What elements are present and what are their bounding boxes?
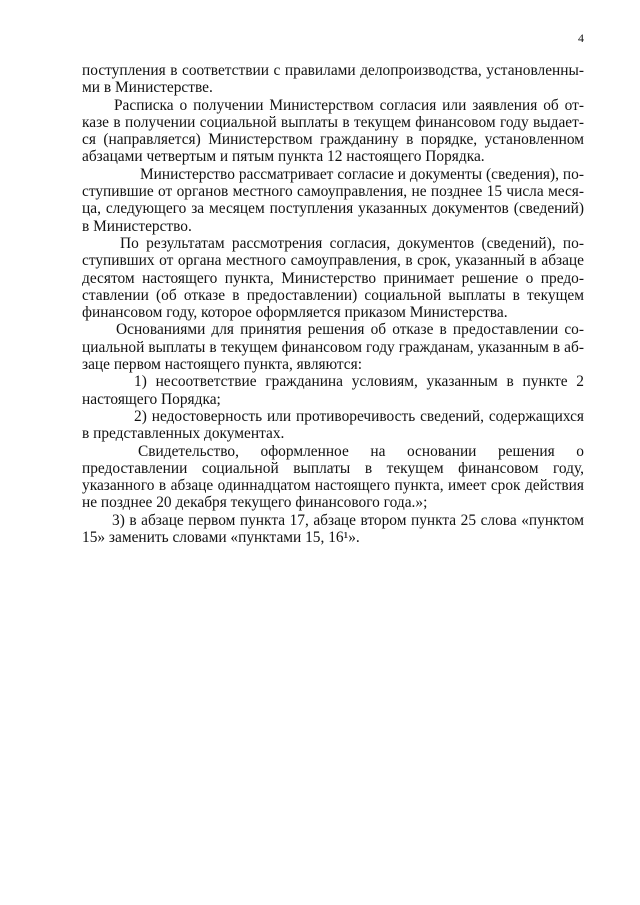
document-body	[82, 62, 584, 546]
page-number: 4	[578, 31, 584, 45]
paragraph: По результатам рассмотрения согласия, документов (сведений), поступивших от органа местного самоуправления, в срок, указанный в абзаце десятом настоящего пункта, Министерство принимает решение о предоставлении (об отказе в предоставлении) социальной выплаты в текущем финансовом году, которое оформляется приказом Министерства.	[82, 234, 584, 322]
paragraph: Свидетельство, оформленное на основании решения о предоставлении социальной выплаты в текущем финансовом году, указанного в абзаце одиннадцатом настоящего пункта, имеет срок действия не позднее 20 декабря текущего финансового года.»;	[82, 442, 584, 512]
paragraph: Министерство рассматривает согласие и документы (сведения), поступившие от органов местного самоуправления, не позднее 15 числа месяца, следующего за месяцем поступления указанных документов (сведений) в Министерство.	[82, 165, 584, 235]
paragraph: Расписка о получении Министерством согласия или заявления об отказе в получении социальной выплаты в текущем финансовом году выдается (направляется) Министерством гражданину в порядке, установленном абзацами четвертым и пятым пункта 12 настоящего Порядка.	[82, 96, 584, 166]
paragraph: Основаниями для принятия решения об отказе в предоставлении социальной выплаты в текущем финансовом году гражданам, указанным в абзаце первом настоящего пункта, являются:	[82, 321, 584, 374]
list-item: 1) несоответствие гражданина условиям, указанным в пункте 2 настоящего Порядка;	[82, 373, 584, 408]
list-item: 3) в абзаце первом пункта 17, абзаце втором пункта 25 слова «пунктом 15» заменить словами «пунктами 15, 16¹».	[82, 511, 584, 547]
paragraph: поступления в соответствии с правилами делопроизводства, установленными в Министерстве.	[82, 62, 584, 97]
list-item: 2) недостоверность или противоречивость сведений, содержащихся в представленных документах.	[82, 407, 584, 443]
